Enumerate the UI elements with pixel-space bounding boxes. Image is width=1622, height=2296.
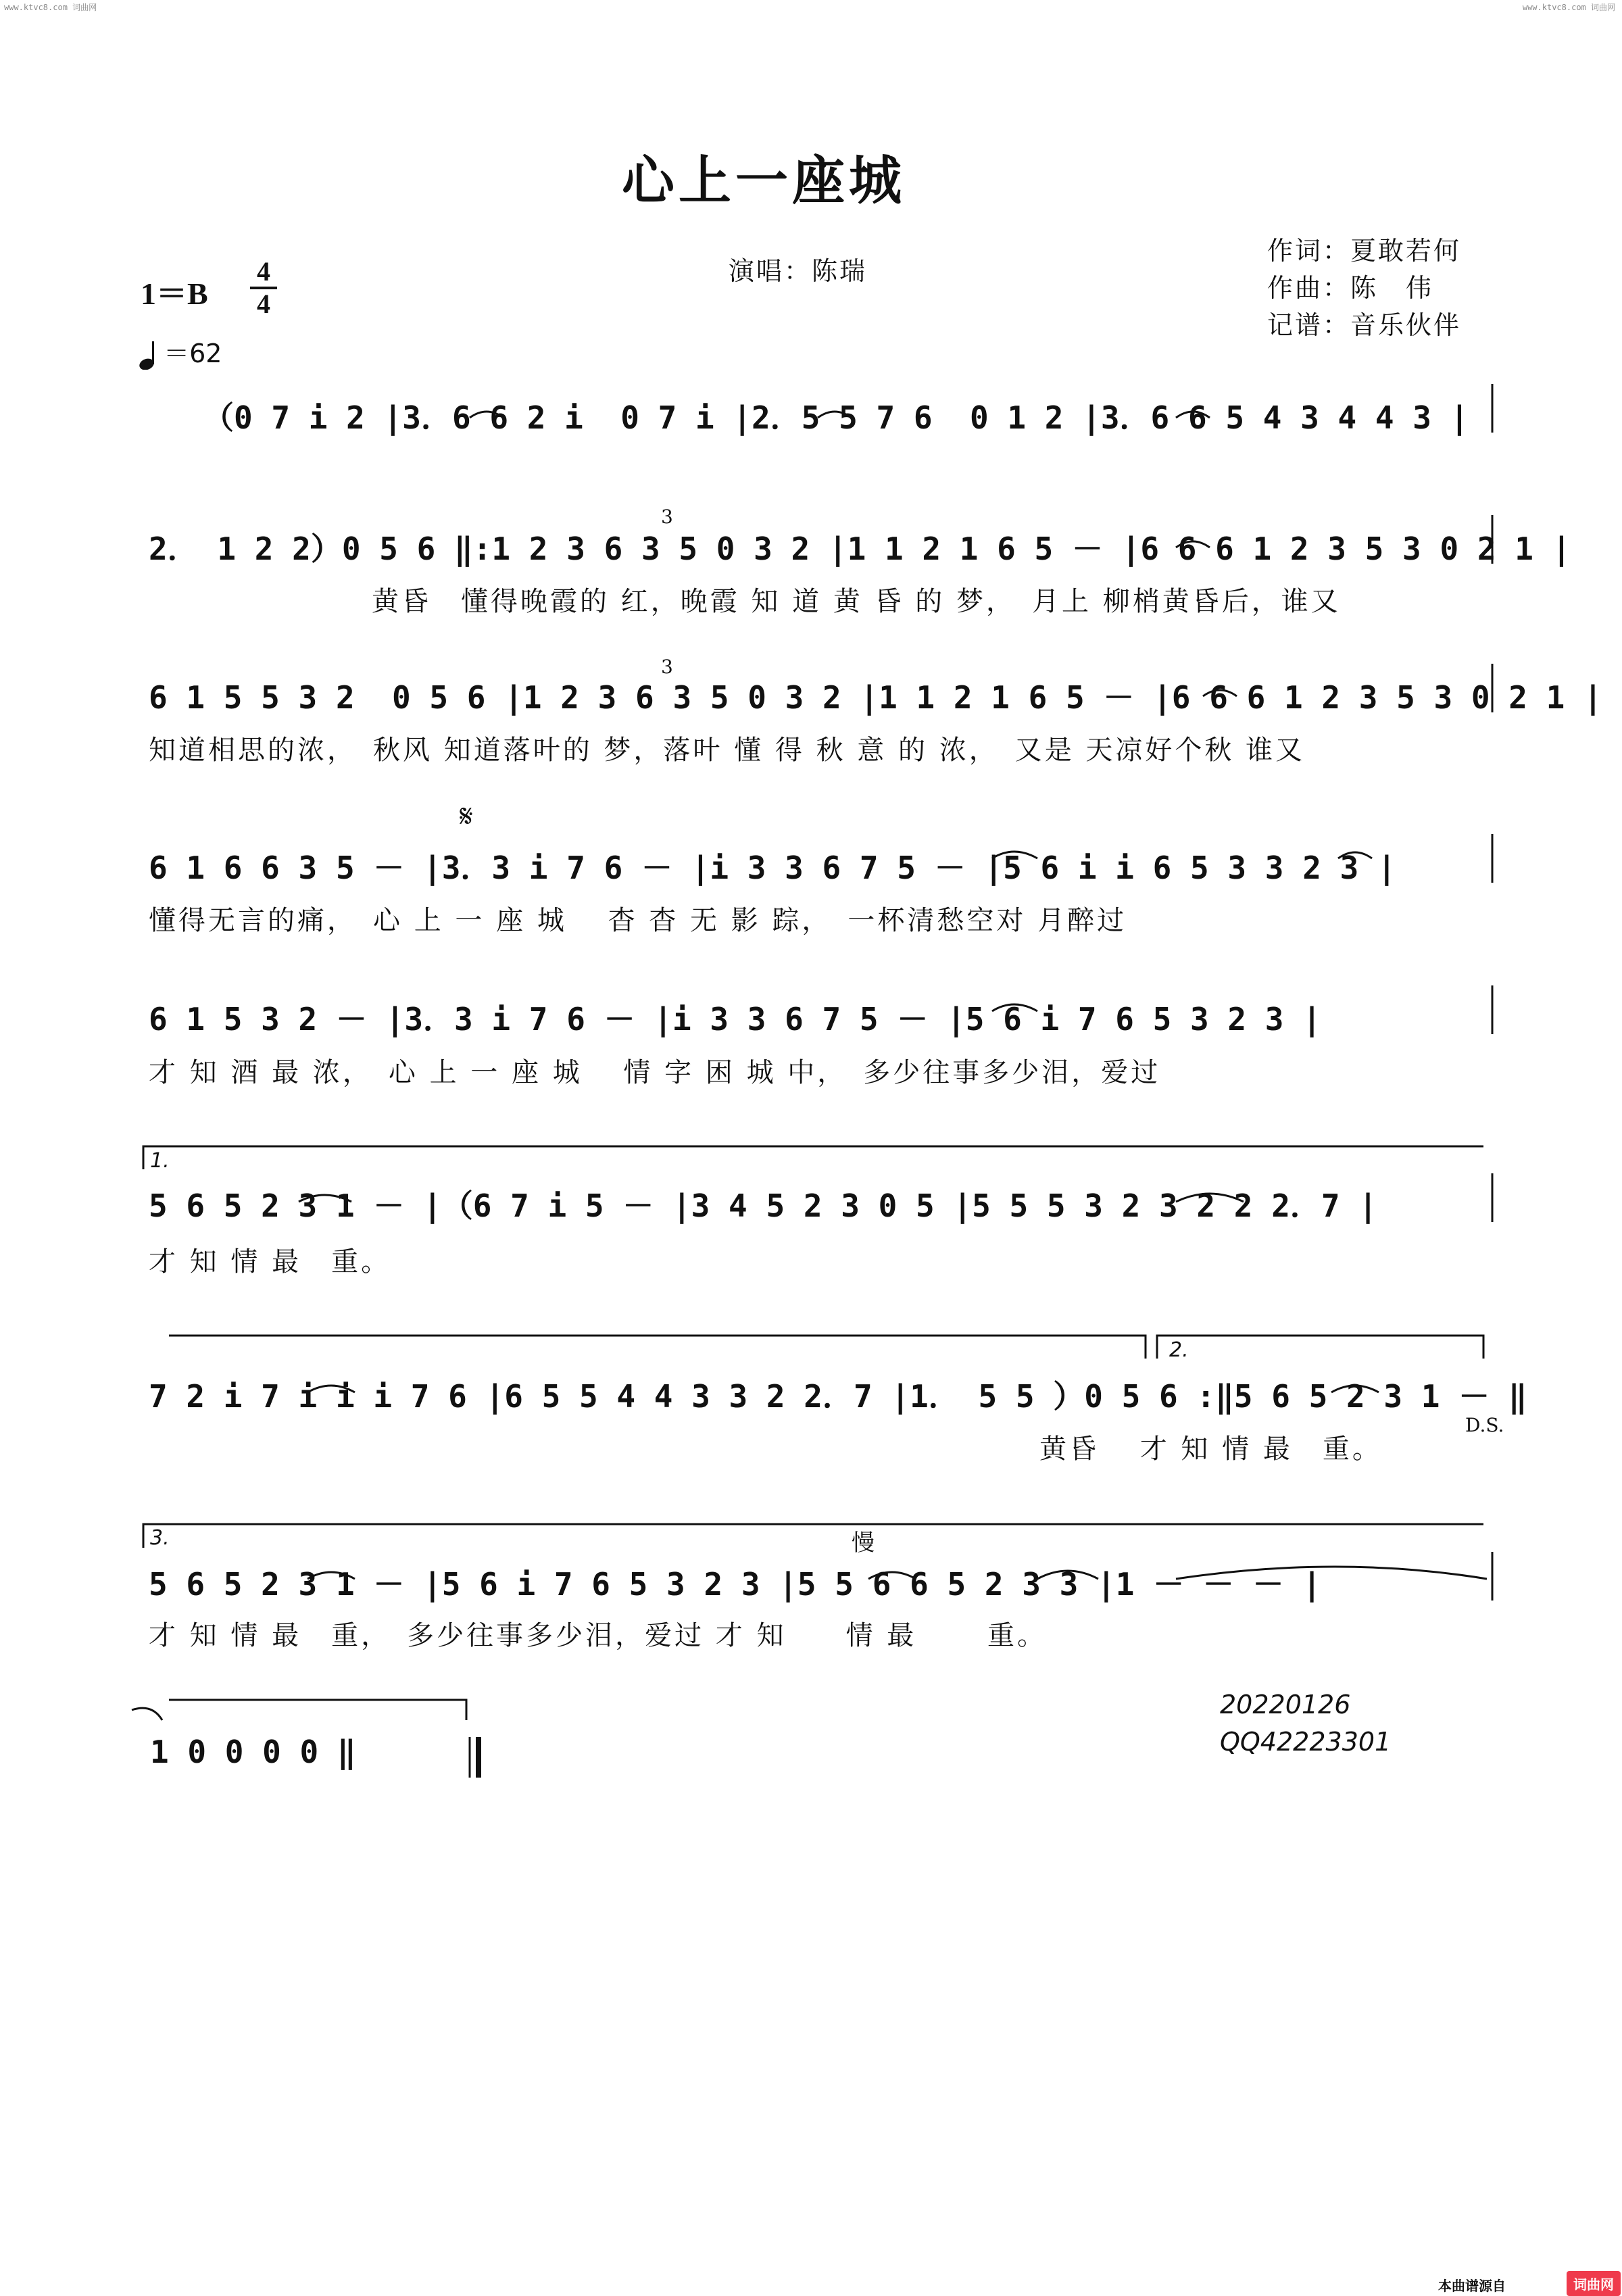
composer-credit: 作曲：陈 伟	[1267, 273, 1434, 303]
music-line-9: 1 0 0 0 0 ‖	[150, 1734, 356, 1770]
transcriber-credit: 记谱：音乐伙伴	[1267, 310, 1462, 340]
volta-3-label: 3.	[150, 1526, 170, 1550]
lyrics-line-2: 黄昏 懂得晚霞的 红，晚霞 知 道 黄 昏 的 梦， 月上 柳梢黄昏后，谁又	[372, 586, 1341, 617]
signature-date: 20220126	[1220, 1690, 1351, 1719]
header-watermark-left: www.ktvc8.com 词曲网	[4, 3, 97, 12]
signature-qq: QQ42223301	[1220, 1727, 1392, 1757]
music-line-8: 5 6 5 2 3 1 － |5 6 i 7 6 5 3 2 3 |5 5 6 6 5 2 3 3 |1 － － － |	[149, 1566, 1321, 1603]
music-line-2: 2． 1 2 2）0 5 6 ‖:1 2 3 6 3 5 0 3 2 |1 1 2 1 6 5 － |6 6 6 1 2 3 5 3 0 2 1 |	[149, 531, 1571, 567]
singer-credit: 演唱：陈瑞	[729, 256, 868, 286]
lyrics-line-6: 才 知 情 最 重。	[149, 1246, 391, 1277]
music-line-7: 7 2 i 7 i i i 7 6 |6 5 5 4 4 3 3 2 2．7 |1． 5 5 ）0 5 6 :‖5 6 5 2 3 1 － ‖	[149, 1378, 1527, 1415]
segno-mark: 𝄋	[460, 798, 473, 834]
lyrics-line-4: 懂得无言的痛， 心 上 一 座 城 杳 杳 无 影 踪， 一杯清愁空对 月醉过	[149, 905, 1127, 936]
music-line-3: 6 1 5 5 3 2 0 5 6 |1 2 3 6 3 5 0 3 2 |1 1 2 1 6 5 － |6 6 6 1 2 3 5 3 0 2 1 |	[149, 679, 1602, 716]
volta-2-label: 2.	[1169, 1338, 1189, 1362]
ds-mark: D.S.	[1465, 1414, 1504, 1436]
time-signature-bottom: 4	[257, 289, 270, 319]
volta-1-label: 1.	[150, 1149, 170, 1173]
key-signature: 1＝B	[141, 276, 208, 311]
lyrics-line-8: 才 知 情 最 重， 多少往事多少泪，爱过 才 知 情 最 重。	[149, 1620, 1048, 1651]
tempo-value: ＝62	[164, 339, 222, 368]
lyrics-line-3: 知道相思的浓， 秋风 知道落叶的 梦，落叶 懂 得 秋 意 的 浓， 又是 天凉好个秋 谁又	[149, 735, 1306, 766]
page-title: 心上一座城	[622, 150, 906, 212]
time-signature-top: 4	[257, 256, 270, 287]
music-line-6: 5 6 5 2 3 1 － |（6 7 i 5 － |3 4 5 2 3 0 5 |5 5 5 3 2 3 2 2 2．7 |	[149, 1188, 1377, 1224]
footer-source-label: 本曲谱源自	[1438, 2278, 1506, 2294]
lyrics-line-5: 才 知 酒 最 浓， 心 上 一 座 城 情 字 困 城 中， 多少往事多少泪，爱过	[149, 1057, 1161, 1088]
music-line-5: 6 1 5 3 2 － |3．3 i 7 6 － |i 3 3 6 7 5 － |5 6 i 7 6 5 3 2 3 |	[149, 1001, 1321, 1037]
music-line-4: 6 1 6 6 3 5 － |3．3 i 7 6 － |i 3 3 6 7 5 － |5 6 i i 6 5 3 3 2 3 |	[149, 850, 1396, 886]
header-watermark-right: www.ktvc8.com 词曲网	[1522, 3, 1615, 12]
lyricist-credit: 作词：夏敢若何	[1267, 236, 1462, 266]
grace-note-2: 3	[661, 656, 673, 678]
grace-note-1: 3	[661, 506, 673, 528]
lyrics-line-7: 黄昏 才 知 情 最 重。	[1039, 1434, 1382, 1465]
music-line-1: （0 7 i 2 |3．6 6 2 i 0 7 i |2．5 5 7 6 0 1 2 |3．6 6 5 4 3 4 4 3 |	[203, 399, 1469, 436]
footer-logo[interactable]: 词曲网	[1567, 2271, 1621, 2296]
tempo-slow-mark: 慢	[852, 1530, 875, 1557]
